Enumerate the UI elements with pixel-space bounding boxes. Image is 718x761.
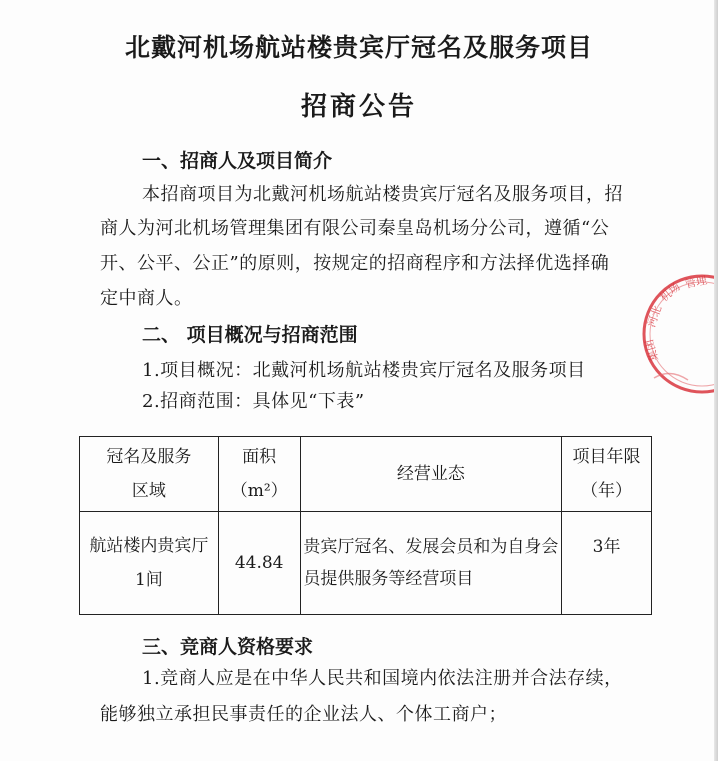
- header-size-line-2: （m²）: [230, 481, 288, 501]
- stamp-lettering: [642, 273, 708, 363]
- red-seal-stamp: [640, 268, 718, 398]
- cell-business-line-2: 员提供服务等经营项目: [303, 568, 474, 589]
- svg-text:机场: 机场: [657, 280, 683, 305]
- section1-line-1: 本招商项目为北戴河机场航站楼贵宾厅冠名及服务项目，招: [142, 184, 623, 205]
- cell-area-line-2: 1间: [134, 570, 163, 590]
- header-area: [80, 437, 219, 512]
- section2-item-1: 1.项目概况：北戴河机场航站楼贵宾厅冠名及服务项目: [142, 360, 586, 381]
- section1-heading: 一、招商人及项目简介: [142, 150, 333, 172]
- stamp-ring: [644, 276, 718, 392]
- header-term-line-2: （年）: [581, 481, 633, 501]
- cell-area: [80, 512, 219, 615]
- section3-line-2: 能够独立承担民事责任的企业法人、个体工商户；: [100, 704, 507, 725]
- header-business: 经营业态: [300, 437, 561, 512]
- scope-table: [79, 436, 652, 615]
- header-size: [218, 437, 300, 512]
- section2-heading: 二、 项目概况与招商范围: [142, 324, 358, 346]
- page-edge-shadow: [714, 0, 718, 761]
- section1-line-4: 定中商人。: [100, 288, 193, 309]
- cell-business: [300, 512, 561, 615]
- cell-size: 44.84: [218, 512, 300, 615]
- cell-business-text: [303, 531, 558, 595]
- table-row: [80, 512, 652, 615]
- title-line-2: 招商公告: [300, 92, 417, 122]
- section1-line-3: 开、公平、公正”的原则，按规定的招商程序和方法择优选择确: [100, 253, 610, 274]
- header-area-line-2: 区域: [131, 481, 166, 501]
- header-area-line-1: 冠名及服务: [106, 447, 192, 467]
- cell-term: 3年: [562, 512, 652, 615]
- section2-item-2: 2.招商范围：具体见“下表”: [142, 391, 365, 412]
- svg-text:河北: 河北: [644, 303, 665, 330]
- section1-line-2: 商人为河北机场管理集团有限公司秦皇岛机场分公司，遵循“公: [100, 218, 610, 239]
- svg-text:集团: 集团: [642, 337, 661, 363]
- title-line-1: 北戴河机场航站楼贵宾厅冠名及服务项目: [124, 33, 593, 62]
- cell-area-line-1: 航站楼内贵宾厅: [89, 536, 209, 556]
- header-term-line-1: 项目年限: [572, 447, 641, 467]
- section3-line-1: 1.竞商人应是在中华人民共和国境内依法注册并合法存续，: [142, 668, 623, 689]
- svg-text:管理: 管理: [683, 273, 709, 291]
- cell-business-line-1: 贵宾厅冠名、发展会员和为自身会: [303, 536, 559, 557]
- section3-heading: 三、竞商人资格要求: [142, 636, 314, 658]
- header-size-line-1: 面积: [242, 447, 277, 467]
- table-header-row: [80, 437, 652, 512]
- header-term: [562, 437, 652, 512]
